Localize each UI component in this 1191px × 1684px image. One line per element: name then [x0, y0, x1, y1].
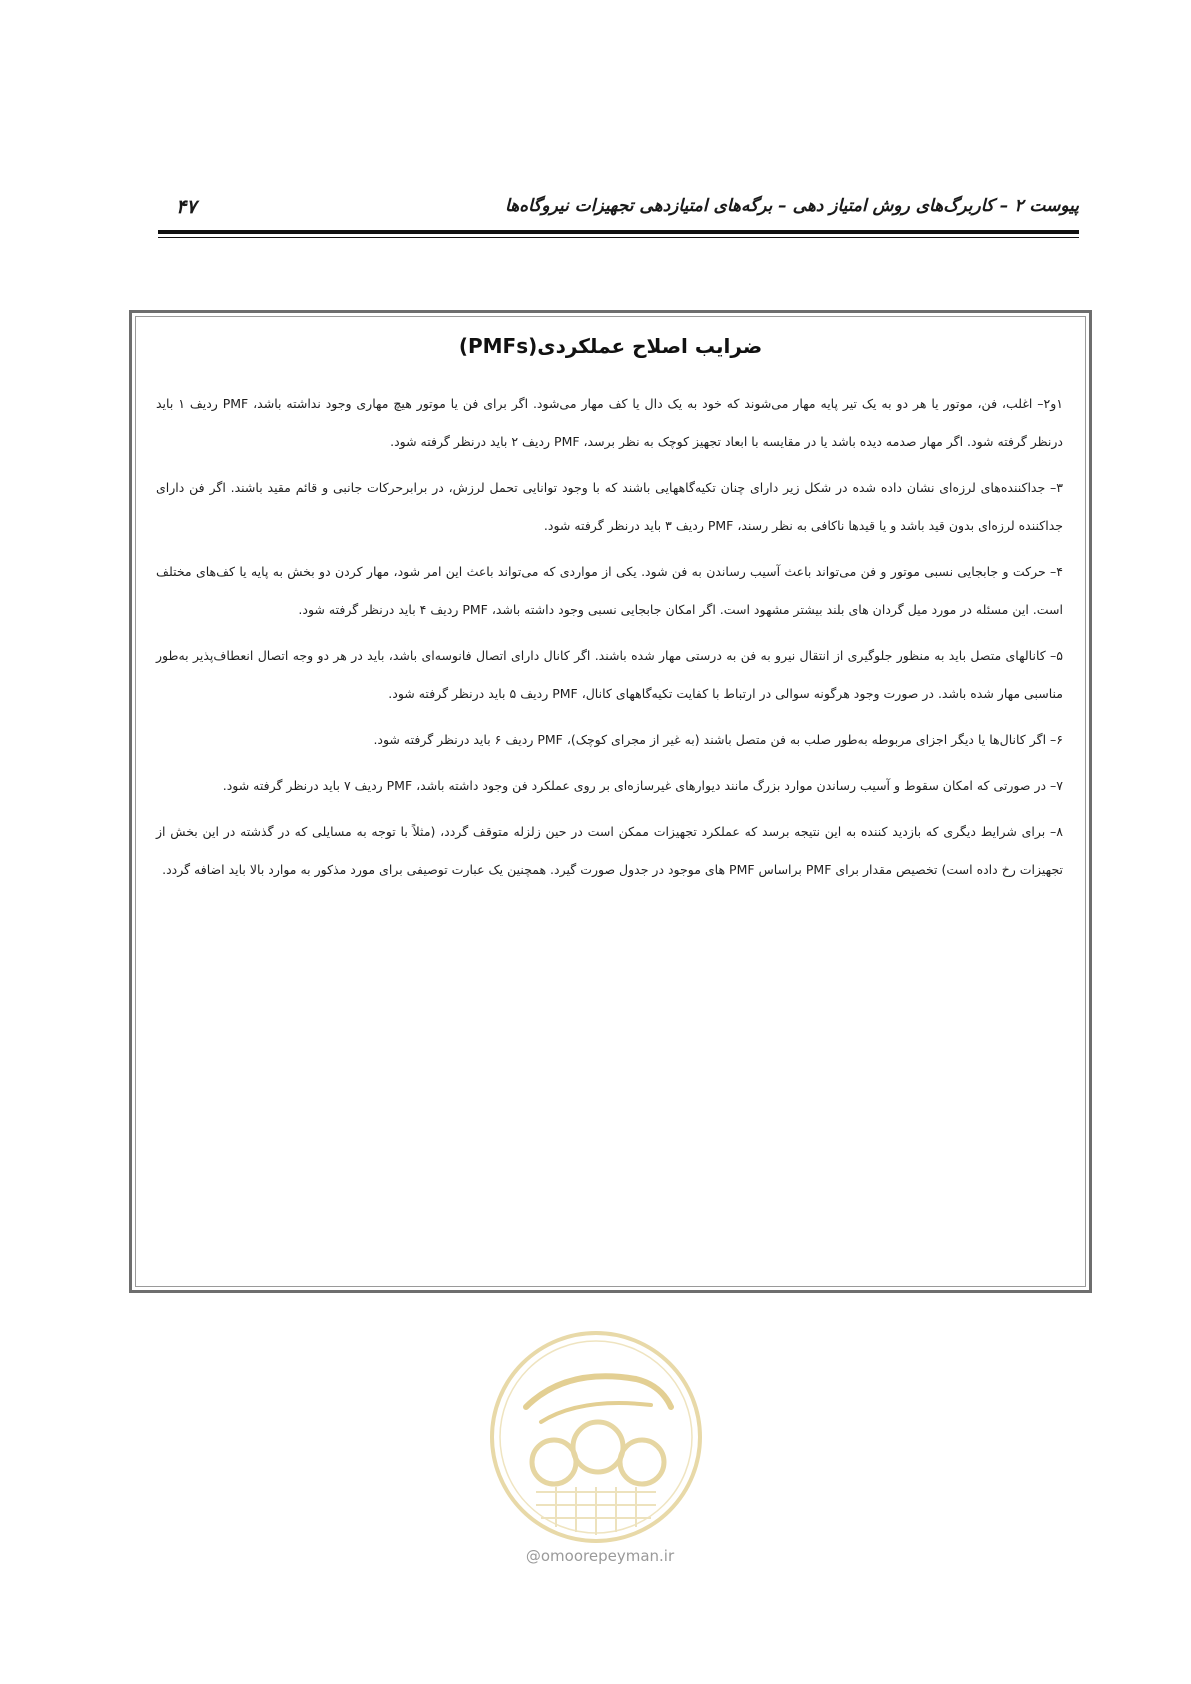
pmf-item-7: ۷– در صورتی که امکان سقوط و آسیب رساندن موارد بزرگ مانند دیوارهای غیرسازه‌ای بر روی عملکرد فن وجود داشته باشد، PMF ردیف ۷ باید درنظر گرفته شود. — [222, 778, 1063, 793]
page-header — [158, 188, 1079, 232]
pmf-item-6: ۶– اگر کانال‌ها یا دیگر اجزای مربوطه به‌طور صلب به فن متصل باشند (به غیر از مجرای کوچک)، PMF ردیف ۶ باید درنظر گرفته شود. — [373, 732, 1063, 747]
pmf-box — [129, 310, 1092, 1293]
pmf-item-3: ۳– جداکننده‌های لرزه‌ای نشان داده شده در شکل زیر دارای چنان تکیه‌گاههایی باشند که با وجود توانایی تحمل لرزش، در برابرحرکات جانبی و قائم مقید باشند. اگر فن دارای جداکننده لرزه‌ای بدون قید باشد و یا قیدها ناکافی به نظر رسند، PMF ردیف ۳ باید درنظر گرفته شود. — [156, 480, 1063, 533]
watermark-url: @omoorepeyman.ir — [525, 1547, 675, 1565]
pmf-item-4: ۴– حرکت و جابجایی نسبی موتور و فن می‌تواند باعث آسیب رساندن به فن شود. یکی از مواردی که می‌تواند باعث این امر شود، مهار کردن دو بخش به پایه یا کف‌های مختلف است. این مسئله در مورد میل گردان های بلند بیشتر مشهود است. اگر امکان جابجایی نسبی وجود داشته باشد، PMF ردیف ۴ باید درنظر گرفته شود. — [156, 564, 1063, 617]
watermark-seal — [486, 1327, 706, 1547]
header-rule-thick — [158, 230, 1079, 234]
header-rule-thin — [158, 237, 1079, 238]
pmf-item-5: ۵– کانالهای متصل باید به منظور جلوگیری از انتقال نیرو به فن به درستی مهار شده باشند. اگر کانال دارای اتصال فانوسه‌ای باشد، باید در هر دو وجه اتصال انعطاف‌پذیر به‌طور مناسبی مهار شده باشد. در صورت وجود هرگونه سوالی در ارتباط با کفایت تکیه‌گاههای کانال، PMF ردیف ۵ باید درنظر گرفته شود. — [156, 648, 1063, 701]
pmf-items — [156, 385, 1063, 897]
page-number: ۴۷ — [176, 196, 197, 218]
box-title: ضرایب اصلاح عملکردی(PMFs) — [458, 334, 763, 358]
pmf-item-8: ۸– برای شرایط دیگری که بازدید کننده به این نتیجه برسد که عملکرد تجهیزات ممکن است در حین زلزله متوقف گردد، (مثلاً با توجه به مسایلی که در گذشته در این بخش از تجهیزات رخ داده است) تخصیص مقدار برای PMF براساس PMF های موجود در جدول صورت گیرد. همچنین یک عبارت توصیفی برای مورد مذکور به موارد بالا باید اضافه گردد. — [156, 824, 1063, 877]
pmf-item-1-2: ۱و۲– اغلب، فن، موتور یا هر دو به یک تیر پایه مهار می‌شوند که خود به یک دال یا کف مهار می‌شود. اگر برای فن یا موتور هیچ مهاری وجود نداشته باشد، PMF ردیف ۱ باید درنظر گرفته شود. اگر مهار صدمه دیده باشد یا در مقایسه با ابعاد تجهیز کوچک به نظر برسد، PMF ردیف ۲ باید درنظر گرفته شود. — [156, 396, 1064, 449]
header-title: پیوست ۲ – کاربرگ‌های روش امتیاز دهی – برگه‌های امتیازدهی تجهیزات نیروگاه‌ها — [505, 196, 1079, 216]
